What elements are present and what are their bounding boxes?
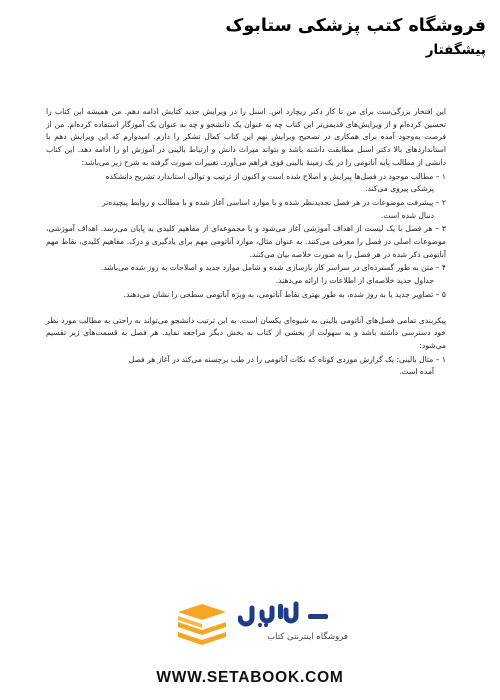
list-item-continuation: پزشکی پیروی می‌کند. <box>365 184 434 194</box>
list-item <box>46 262 446 287</box>
list-item-continuation: جداول جدید خلاصه‌ای از اطلاعات را ارائه می‌دهند. <box>275 276 434 286</box>
page-header <box>14 14 486 60</box>
list-item <box>46 171 446 196</box>
logo-tagline: فروشگاه اینترنتی کتاب <box>267 632 348 642</box>
publisher-logo <box>0 596 500 656</box>
list-item <box>46 289 446 302</box>
list-item-text: ۱ – مطالب موجود در فصل‌ها پیرایش و اصلاح شده است و اکنون از ترتیب و توالی استاندارد تشریح دانشکده <box>105 171 446 181</box>
list-item-continuation: دنبال شده است. <box>380 210 434 220</box>
list-item-continuation: آمده است. <box>399 367 434 377</box>
list-item-text: ۴ – متن به طور گسترده‌ای در سراسر کار بازسازی شده و شامل موارد جدید و اصلاحات به روز شده می‌باشد. <box>100 263 446 273</box>
website-url: WWW.SETABOOK.COM <box>156 669 344 686</box>
page-subtitle: پیشگفتار <box>425 42 486 58</box>
list-item-text: ۵ – تصاویر جدید یا به روز شده، به طور بهتری نقاط آناتومی، به ویژه آناتومی سطحی را نشان می‌دهند. <box>123 289 446 299</box>
intro-paragraph: این افتخار بزرگی‌ست برای من تا کار دکتر ریچارد اس. اسنل را در ویرایش جدید کتابش ادامه دهم. من همیشه این کتاب را تحسین کرده‌ام و از ویرایش‌های قدیمی‌تر این کتاب چه به عنوان یک دانشجو و چه به عنوان یک آموزگار استفاده کرده‌ام. من از فرصت به‌وجود آمده برای همکاری در تصحیح ویرایش نهم این کتاب کمال تشکر را دارم. امیدوارم که این ویرایش دهم با استانداردهای بالا دکتر اسنل مطابقت داشته باشد و بتواند میراث دانش و ارتباط بالینی در آموزش او را ادامه دهد. این کتاب دانشی از مطالب پایه آناتومی را در یک زمینهٔ بالینی قوی فراهم می‌آورد. تغییرات صورت گرفته به شرح زیر می‌باشد: <box>46 107 446 167</box>
list-item-text: ۲ – پیشرفت موضوعات در هر فصل تجدیدنظر شده و با موارد اساسی آغاز شده و با مطالب و روابط پیچیده‌تر <box>101 197 446 207</box>
page-title: فروشگاه کتب پزشکی ستابوک <box>225 16 486 36</box>
book-stack-logo-icon <box>176 602 228 650</box>
list-item <box>46 223 446 261</box>
list-item <box>46 354 446 379</box>
list-item-text: ۳ – هر فصل با یک لیست از اهداف آموزشی آغاز می‌شود و با مجموعه‌ای از مفاهیم کلیدی به پایان می‌رسد. اهداف آموزشی، موضوعات اصلی در فصل را معرفی می‌کنند. به عنوان مثال، موارد آناتومی مهم برای یادگیری و درک. مفاهیم کلیدی، نقاط مهم آناتومی ذکر شده در هر فصل را به صورت خلاصه بیان می‌کنند. <box>46 224 446 259</box>
list-item-text: ۱ – مثال بالینی: یک گزارش موردی کوتاه که نکات آناتومی را در طب برجسته می‌کند در آغاز هر فصل <box>128 354 446 364</box>
document-body <box>46 106 446 379</box>
brand-wordmark <box>238 600 330 630</box>
structure-paragraph: پیکربندی تمامی فصل‌های آناتومی بالینی به شیوه‌ای یکسان است. به این ترتیب دانشجو می‌تواند به راحتی به مطالب مورد نظر خود دسترسی داشته باشد و به سهولت از بخشی از کتاب به بخش دیگر مراجعه نماید. هر فصل به قسمت‌های زیر تقسیم می‌شود: <box>46 315 446 350</box>
list-item <box>46 197 446 222</box>
